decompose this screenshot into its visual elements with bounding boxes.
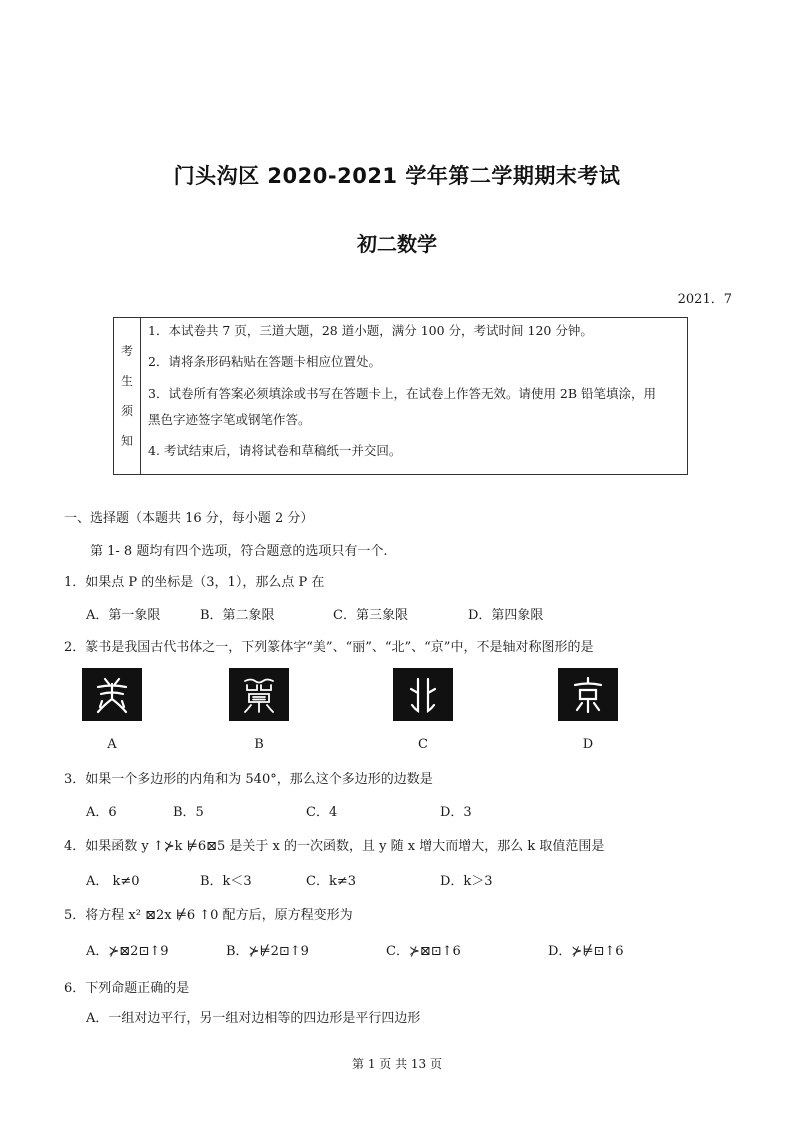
notice-label xyxy=(114,318,141,474)
seal-character-mei xyxy=(82,668,142,721)
question-5-option-d: D．⊁⊭⊡↑6 xyxy=(548,944,624,959)
exam-title: 门头沟区 2020-2021 学年第二学期期末考试 xyxy=(173,164,621,188)
question-4-stem: 4．如果函数 y ↑⊁k ⊭6⊠5 是关于 x 的一次函数，且 y 随 x 增大而增大，那么 k 取值范围是 xyxy=(64,839,605,854)
notice-label-char: 考 xyxy=(120,344,133,358)
question-2-option-c: C xyxy=(418,737,428,752)
question-2-option-a: A xyxy=(107,737,117,752)
notice-items xyxy=(141,318,687,474)
question-3-option-a: A．6 xyxy=(86,805,117,820)
question-3-stem: 3．如果一个多边形的内角和为 540°，那么这个多边形的边数是 xyxy=(64,772,433,787)
section-heading: 一、选择题（本题共 16 分，每小题 2 分） xyxy=(64,511,314,526)
question-4-option-d: D．k＞3 xyxy=(440,874,493,889)
page-footer: 第 1 页 共 13 页 xyxy=(352,1057,442,1071)
notice-item-4: 4. 考试结束后，请将试卷和草稿纸一并交回。 xyxy=(148,443,402,458)
examinee-notice-box xyxy=(113,317,688,475)
question-5-option-a: A．⊁⊠2⊡↑9 xyxy=(86,944,169,959)
question-5-stem: 5．将方程 x² ⊠2x ⊭6 ↑0 配方后，原方程变形为 xyxy=(64,908,353,923)
seal-mei-icon xyxy=(92,675,132,715)
question-6-option-a: A．一组对边平行，另一组对边相等的四边形是平行四边形 xyxy=(86,1011,421,1026)
question-2-stem: 2．篆书是我国古代书体之一，下列篆体字“美”、“丽”、“北”、“京”中，不是轴对称图形的是 xyxy=(64,640,594,655)
question-4-option-b: B．k＜3 xyxy=(200,874,252,889)
question-5-option-b: B．⊁⊭2⊡↑9 xyxy=(226,944,309,959)
notice-item-3-cont: 黑色字迹签字笔或钢笔作答。 xyxy=(148,412,311,427)
question-6-stem: 6．下列命题正确的是 xyxy=(64,981,190,996)
question-3-option-b: B．5 xyxy=(173,805,204,820)
question-4-option-a: A． k≠0 xyxy=(86,874,140,889)
exam-subtitle: 初二数学 xyxy=(357,232,437,256)
seal-character-li xyxy=(229,668,289,721)
notice-item-3: 3．试卷所有答案必须填涂或书写在答题卡上，在试卷上作答无效。请使用 2B 铅笔填涂，用 xyxy=(148,386,657,401)
notice-item-2: 2．请将条形码粘贴在答题卡相应位置处。 xyxy=(148,354,381,369)
question-1-option-b: B．第二象限 xyxy=(200,608,275,623)
question-1-option-d: D．第四象限 xyxy=(468,608,544,623)
notice-label-char: 须 xyxy=(120,404,133,418)
question-1-option-a: A．第一象限 xyxy=(86,608,161,623)
seal-bei-icon xyxy=(403,675,443,715)
question-1-option-c: C．第三象限 xyxy=(333,608,408,623)
seal-jing-icon xyxy=(568,675,608,715)
seal-character-bei xyxy=(393,668,453,721)
seal-li-icon xyxy=(239,675,279,715)
exam-date: 2021．7 xyxy=(677,292,732,307)
question-2-option-d: D xyxy=(582,737,594,752)
notice-label-char: 知 xyxy=(120,434,133,448)
question-1-stem: 1．如果点 P 的坐标是（3，1），那么点 P 在 xyxy=(64,575,325,590)
question-3-option-d: D．3 xyxy=(440,805,472,820)
notice-label-char: 生 xyxy=(120,374,133,388)
notice-item-1: 1．本试卷共 7 页，三道大题，28 道小题，满分 100 分，考试时间 120 分钟。 xyxy=(148,323,593,338)
section-instruction: 第 1- 8 题均有四个选项，符合题意的选项只有一个. xyxy=(90,544,388,559)
seal-character-jing xyxy=(558,668,618,721)
question-2-option-b: B xyxy=(254,737,264,752)
question-5-option-c: C．⊁⊠⊡↑6 xyxy=(386,944,461,959)
question-4-option-c: C．k≠3 xyxy=(306,874,356,889)
question-3-option-c: C．4 xyxy=(306,805,338,820)
